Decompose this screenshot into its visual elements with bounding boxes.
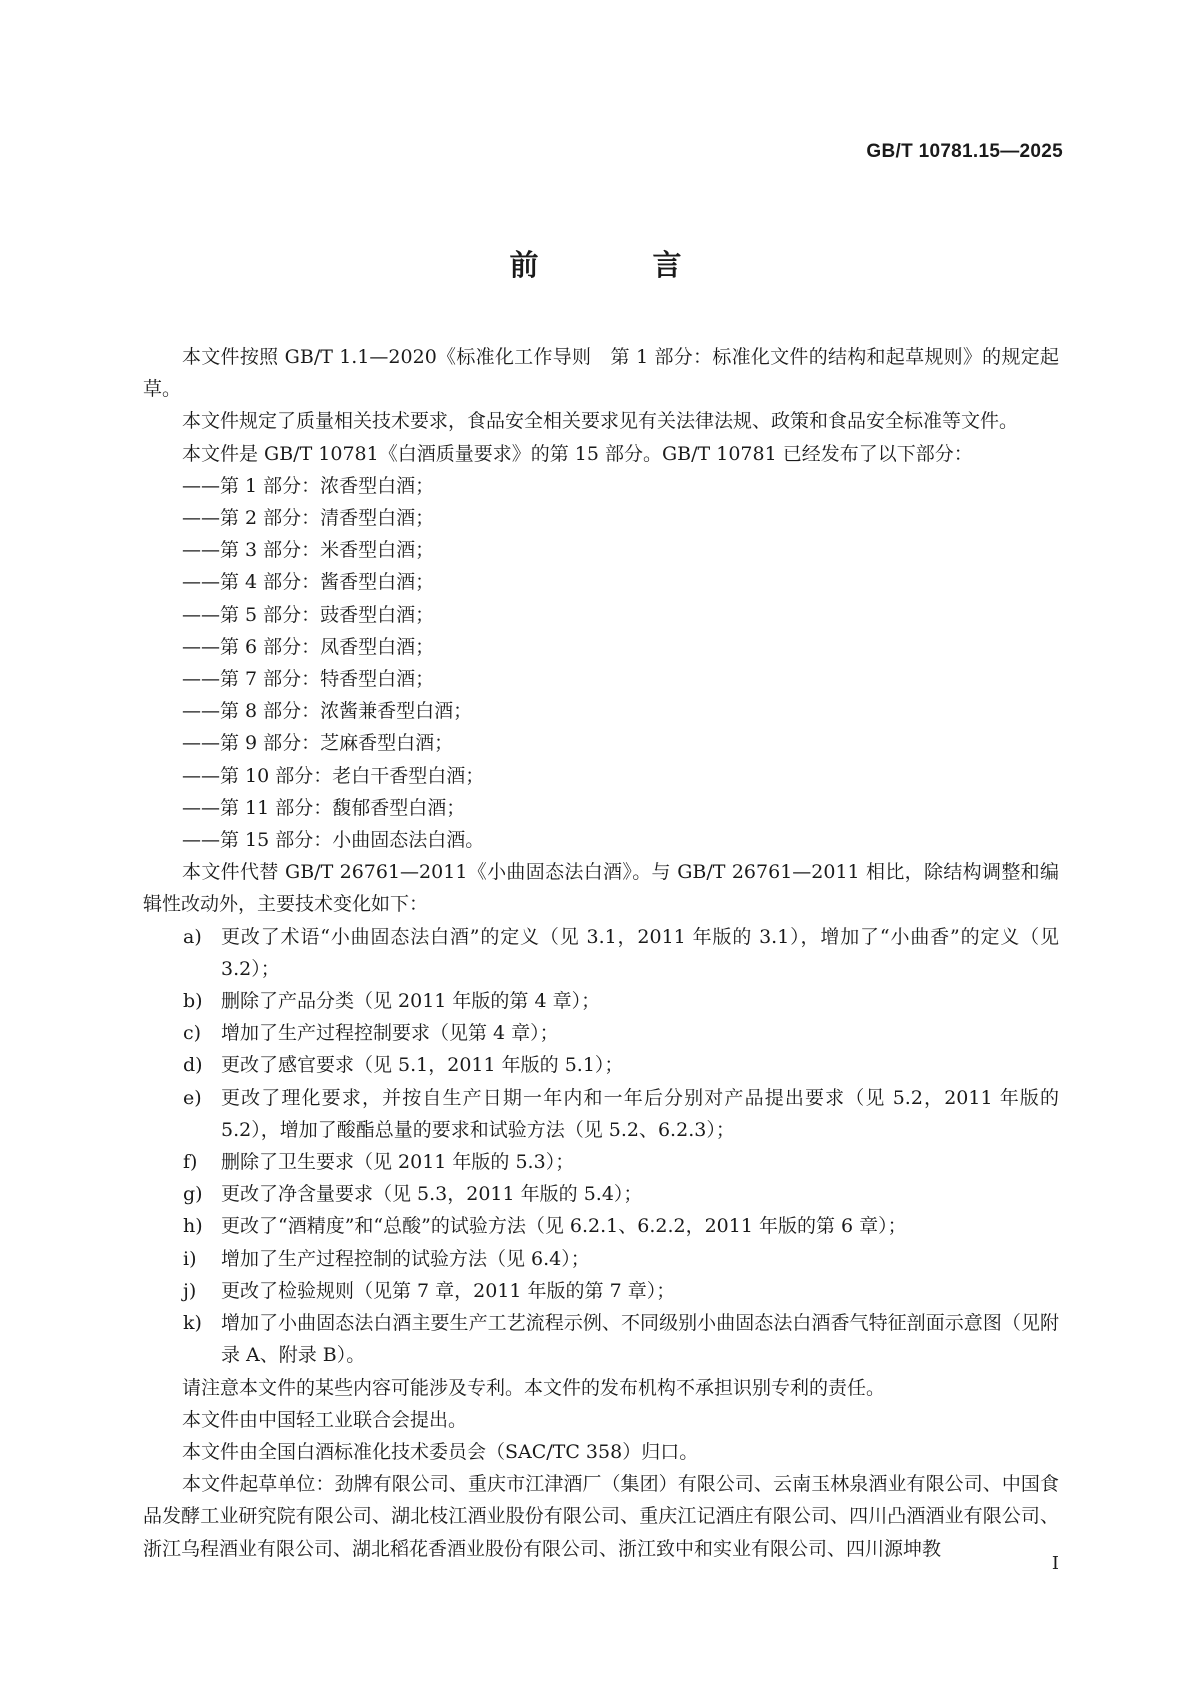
change-label: d) — [183, 1054, 203, 1077]
part-list-item: ——第 2 部分：清香型白酒； — [182, 507, 435, 530]
change-text: 更改了术语“小曲固态法白酒”的定义（见 3.1，2011 年版的 3.1），增加了“小曲香”的定义（见 3.2）； — [221, 925, 1059, 980]
page-number: I — [1051, 1553, 1059, 1574]
change-text: 更改了检验规则（见第 7 章，2011 年版的第 7 章）； — [221, 1279, 676, 1302]
part-list-item: ——第 9 部分：芝麻香型白酒； — [182, 732, 454, 755]
paragraph-proposed-by: 本文件由中国轻工业联合会提出。 — [182, 1408, 468, 1431]
change-label: c) — [183, 1022, 202, 1045]
part-list-item: ——第 6 部分：凤香型白酒； — [182, 635, 435, 658]
change-item — [143, 1146, 1059, 1178]
change-item — [143, 985, 1059, 1017]
change-text: 删除了卫生要求（见 2011 年版的 5.3）； — [221, 1151, 575, 1174]
change-item — [143, 1243, 1059, 1275]
part-list-item: ——第 7 部分：特香型白酒； — [182, 668, 435, 691]
change-text: 增加了生产过程控制的试验方法（见 6.4）； — [221, 1247, 590, 1270]
change-text: 更改了净含量要求（见 5.3，2011 年版的 5.4）； — [221, 1183, 643, 1206]
change-item — [143, 1017, 1059, 1049]
paragraph-series: 本文件是 GB/T 10781《白酒质量要求》的第 15 部分。GB/T 10781 已经发布了以下部分： — [182, 442, 973, 465]
change-item — [143, 1210, 1059, 1242]
paragraph-drafting-units: 本文件起草单位：劲牌有限公司、重庆市江津酒厂（集团）有限公司、云南玉林泉酒业有限公司、中国食品发酵工业研究院有限公司、湖北枝江酒业股份有限公司、重庆江记酒庄有限公司、四川凸酒酒业有限公司、浙江乌程酒业有限公司、湖北稻花香酒业股份有限公司、浙江致中和实业有限公司、四川源坤教 — [143, 1473, 1059, 1560]
part-list-item: ——第 8 部分：浓酱兼香型白酒； — [182, 700, 473, 723]
change-text: 更改了“酒精度”和“总酸”的试验方法（见 6.2.1、6.2.2，2011 年版的第 6 章）； — [221, 1215, 907, 1238]
part-list-item: ——第 1 部分：浓香型白酒； — [182, 474, 435, 497]
document-body — [143, 341, 1059, 1565]
change-text: 增加了生产过程控制要求（见第 4 章）； — [221, 1022, 559, 1045]
change-item — [143, 1307, 1059, 1371]
part-list-item: ——第 3 部分：米香型白酒； — [182, 539, 435, 562]
change-item — [143, 1082, 1059, 1146]
paragraph-replaces: 本文件代替 GB/T 26761—2011《小曲固态法白酒》。与 GB/T 26761—2011 相比，除结构调整和编辑性改动外，主要技术变化如下： — [143, 861, 1059, 916]
change-label: k) — [183, 1312, 202, 1335]
change-text: 删除了产品分类（见 2011 年版的第 4 章）； — [221, 990, 601, 1013]
part-list-item: ——第 15 部分：小曲固态法白酒。 — [182, 829, 485, 852]
standard-code: GB/T 10781.15—2025 — [866, 141, 1063, 162]
change-label: g) — [183, 1183, 203, 1206]
change-item — [143, 1275, 1059, 1307]
part-list-item: ——第 11 部分：馥郁香型白酒； — [182, 796, 466, 819]
part-list-item: ——第 4 部分：酱香型白酒； — [182, 571, 435, 594]
change-label: b) — [183, 990, 203, 1013]
change-label: h) — [183, 1215, 203, 1238]
change-item — [143, 1178, 1059, 1210]
change-label: a) — [183, 925, 202, 948]
change-label: i) — [183, 1247, 197, 1270]
change-label: f) — [183, 1151, 198, 1174]
change-text: 增加了小曲固态法白酒主要生产工艺流程示例、不同级别小曲固态法白酒香气特征剖面示意图（见附录 A、附录 B）。 — [221, 1312, 1059, 1367]
paragraph-patent-notice: 请注意本文件的某些内容可能涉及专利。本文件的发布机构不承担识别专利的责任。 — [182, 1376, 886, 1399]
change-text: 更改了理化要求，并按自生产日期一年内和一年后分别对产品提出要求（见 5.2，2011 年版的 5.2），增加了酸酯总量的要求和试验方法（见 5.2、6.2.3）； — [221, 1086, 1059, 1141]
part-list-item: ——第 5 部分：豉香型白酒； — [182, 603, 435, 626]
change-text: 更改了感官要求（见 5.1，2011 年版的 5.1）； — [221, 1054, 624, 1077]
change-item — [143, 921, 1059, 985]
paragraph-drafting-rules: 本文件按照 GB/T 1.1—2020《标准化工作导则 第 1 部分：标准化文件的结构和起草规则》的规定起草。 — [143, 346, 1059, 401]
change-label: j) — [183, 1279, 197, 1302]
change-label: e) — [183, 1086, 202, 1109]
paragraph-scope: 本文件规定了质量相关技术要求，食品安全相关要求见有关法律法规、政策和食品安全标准等文件。 — [182, 410, 1019, 433]
page-title: 前 言 — [509, 248, 734, 282]
part-list-item: ——第 10 部分：老白干香型白酒； — [182, 764, 485, 787]
change-item — [143, 1049, 1059, 1081]
paragraph-under-jurisdiction: 本文件由全国白酒标准化技术委员会（SAC/TC 358）归口。 — [182, 1440, 699, 1463]
